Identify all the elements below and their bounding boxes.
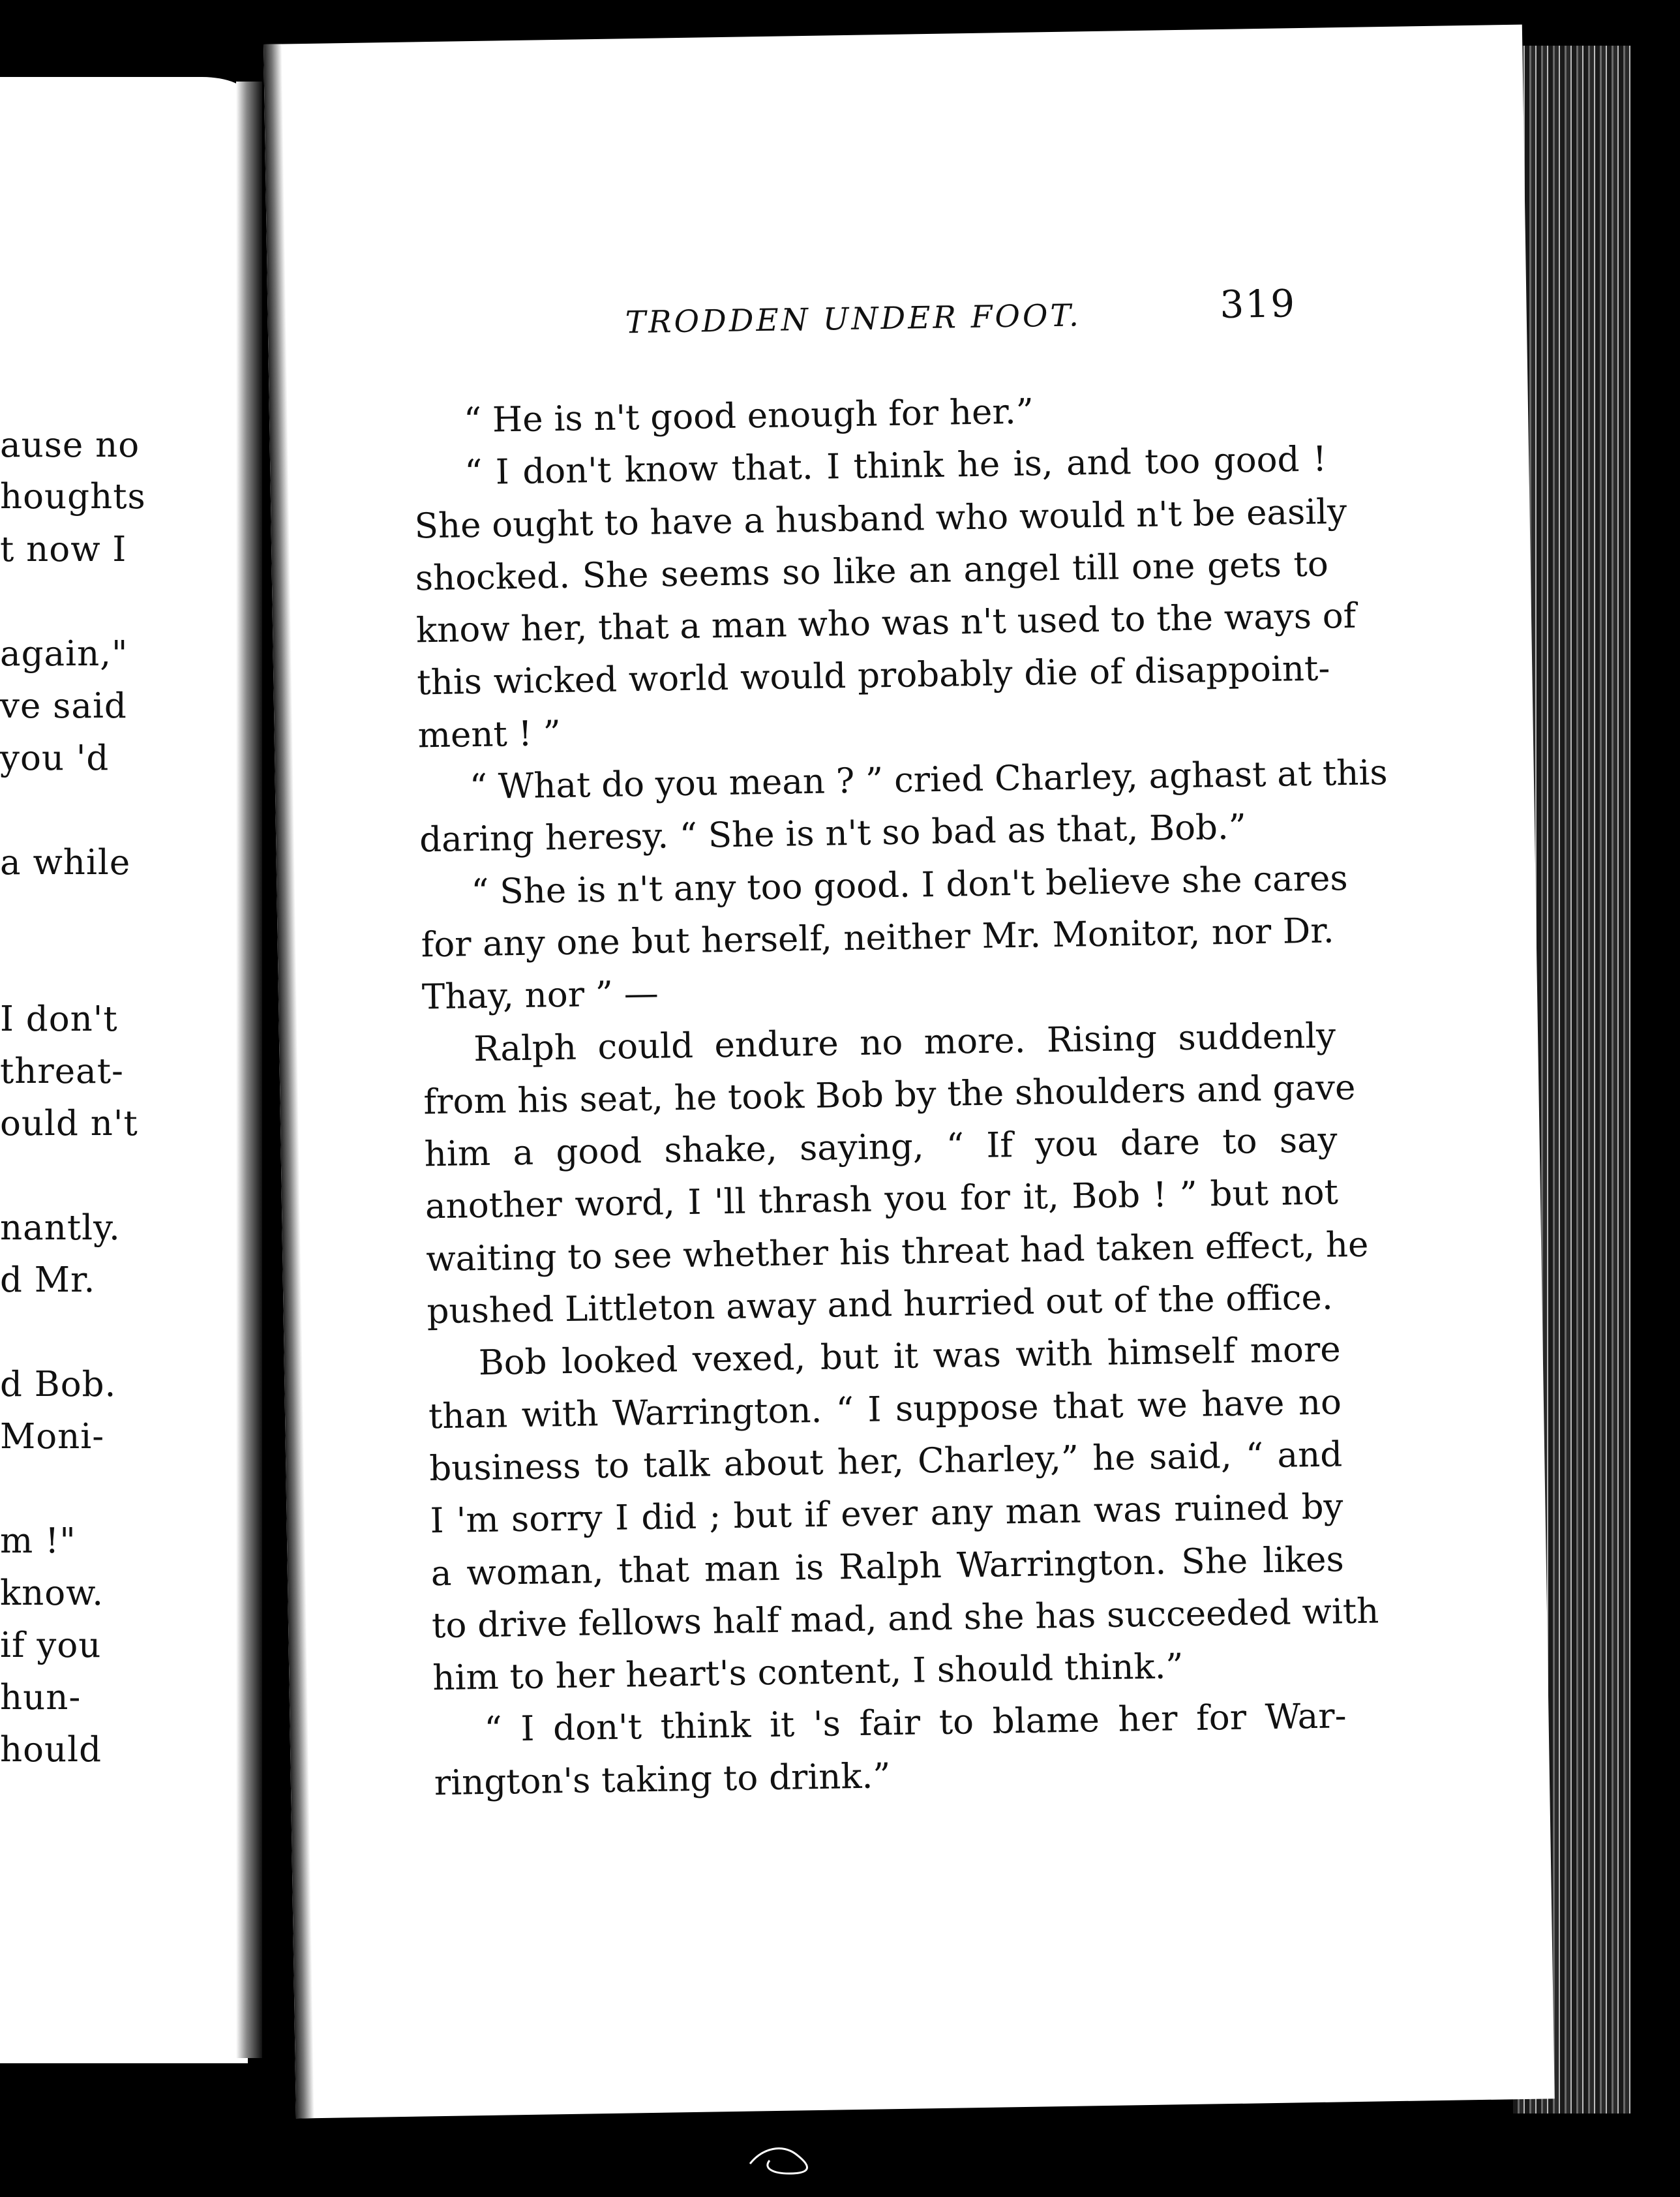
text-line: Bob looked vexed, but it was with himself more (478, 1329, 1342, 1384)
text-line: daring heresy. “ She is n't so bad as that, Bob.” (419, 807, 1247, 860)
page-number: 319 (1219, 281, 1297, 327)
left-page-gutter (236, 82, 262, 2058)
text-line: for any one but herself, neither Mr. Monitor, nor Dr. (421, 911, 1335, 965)
text-line: She ought to have a husband who would n't be easily (414, 491, 1347, 547)
text-line: Thay, nor ” — (421, 973, 659, 1018)
left-page-line: ve said (0, 686, 127, 726)
left-page-line: m !" (0, 1521, 76, 1561)
left-page-line: ould n't (0, 1104, 138, 1144)
left-page-line: know. (0, 1573, 104, 1613)
text-line: shocked. She seems so like an angel till one gets to (415, 544, 1329, 599)
left-page-line: ause no (0, 425, 140, 465)
text-line: “ She is n't any too good. I don't believe she cares (470, 858, 1348, 912)
left-page-line: if you (0, 1626, 102, 1665)
text-line: him to her heart's content, I should think.” (432, 1646, 1184, 1699)
text-line: I 'm sorry I did ; but if ever any man was ruined by (430, 1487, 1343, 1541)
left-page-line: d Bob. (0, 1365, 117, 1404)
left-page-line: you 'd (0, 738, 110, 778)
text-line: “ What do you mean ? ” cried Charley, aghast at this (469, 753, 1388, 808)
left-page-line: hun- (0, 1678, 82, 1718)
left-page (0, 77, 248, 2063)
left-page-line: threat- (0, 1052, 124, 1091)
text-line: from his seat, he took Bob by the shoulders and gave (423, 1067, 1356, 1123)
text-line: Ralph could endure no more. Rising suddenly (473, 1015, 1336, 1069)
running-head: TRODDEN UNDER FOOT. (625, 297, 1082, 341)
text-line: waiting to see whether his threat had taken effect, he (425, 1224, 1369, 1280)
text-line: rington's taking to drink.” (434, 1755, 891, 1803)
right-page (263, 25, 1555, 2119)
text-line: “ I don't think it 's fair to blame her for War- (484, 1696, 1347, 1750)
scan-artifact (743, 2134, 822, 2180)
gutter-shadow (263, 44, 314, 2119)
text-line: another word, I 'll thrash you for it, Bob ! ” but not (425, 1172, 1339, 1227)
left-page-line: hould (0, 1730, 102, 1770)
left-page-line: a while (0, 843, 131, 883)
left-page-line: t now I (0, 530, 127, 569)
text-line: “ He is n't good enough for her.” (463, 391, 1034, 441)
left-page-line: d Mr. (0, 1260, 96, 1300)
left-page-line: houghts (0, 477, 146, 517)
text-line: pushed Littleton away and hurried out of the office. (427, 1277, 1334, 1332)
text-line: than with Warrington. “ I suppose that we have no (428, 1382, 1342, 1436)
text-line: “ I don't know that. I think he is, and too good ! (464, 439, 1327, 493)
left-page-line: nantly. (0, 1208, 121, 1248)
text-line: business to talk about her, Charley,” he said, “ and (428, 1434, 1343, 1489)
body-text (412, 381, 1388, 1810)
text-line: a woman, that man is Ralph Warrington. She likes (430, 1539, 1345, 1594)
left-page-line: I don't (0, 999, 118, 1039)
text-line: this wicked world would probably die of disappoint- (416, 648, 1330, 703)
text-line: him a good shake, saying, “ If you dare to say (424, 1120, 1338, 1175)
text-line: know her, that a man who was n't used to the ways of (415, 596, 1357, 651)
text-line: to drive fellows half mad, and she has succeeded with (431, 1591, 1379, 1646)
left-page-line: again," (0, 634, 128, 674)
text-line: ment ! ” (417, 713, 562, 756)
left-page-line: Moni- (0, 1417, 105, 1457)
